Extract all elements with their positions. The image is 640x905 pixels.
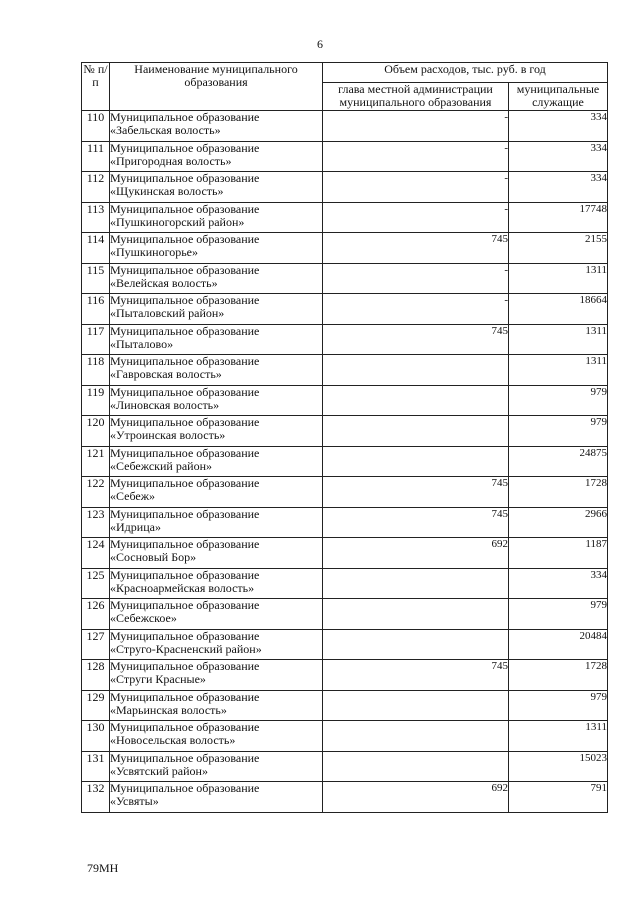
head-expense: 745	[323, 477, 509, 508]
employees-expense: 334	[509, 111, 608, 142]
header-head-of-administration: глава местной администрации муниципального образования	[323, 83, 509, 111]
employees-expense: 2155	[509, 233, 608, 264]
municipality-title: «Себежское»	[110, 611, 177, 625]
head-expense	[323, 690, 509, 721]
head-expense	[323, 721, 509, 752]
head-expense	[323, 385, 509, 416]
employees-expense: 979	[509, 690, 608, 721]
head-expense: 745	[323, 233, 509, 264]
employees-expense: 979	[509, 599, 608, 630]
table-row	[82, 538, 608, 569]
row-number: 119	[82, 385, 110, 416]
municipality-type: Муниципальное образование	[110, 140, 260, 155]
municipality-title: «Пыталовский район»	[110, 306, 225, 320]
municipality-type: Муниципальное образование	[110, 171, 260, 185]
municipality-type: Муниципальное образование	[110, 537, 260, 551]
head-expense: -	[323, 172, 509, 203]
employees-expense: 1311	[509, 263, 608, 294]
head-expense	[323, 629, 509, 660]
row-number: 132	[82, 782, 110, 813]
employees-expense: 2966	[509, 507, 608, 538]
employees-expense: 1728	[509, 477, 608, 508]
head-expense: 745	[323, 507, 509, 538]
employees-expense: 334	[509, 141, 608, 172]
employees-expense: 17748	[509, 202, 608, 233]
municipality-type: Муниципальное образование	[110, 720, 260, 734]
municipality-type: Муниципальное образование	[110, 293, 260, 307]
municipality-name	[110, 416, 323, 447]
municipality-type: Муниципальное образование	[110, 354, 260, 368]
head-expense: -	[323, 202, 509, 233]
municipality-name	[110, 599, 323, 630]
table-row	[82, 629, 608, 660]
municipality-name	[110, 324, 323, 355]
employees-expense: 15023	[509, 751, 608, 782]
head-expense: -	[323, 294, 509, 325]
municipality-title: «Струго-Красненский район»	[110, 641, 262, 656]
municipality-title: «Утроинская волость»	[110, 428, 226, 442]
municipality-name	[110, 263, 323, 294]
header-municipality-name: Наименование муниципального образования	[110, 63, 323, 111]
employees-expense: 979	[509, 385, 608, 416]
municipality-name	[110, 751, 323, 782]
head-expense: -	[323, 141, 509, 172]
head-expense: 745	[323, 660, 509, 691]
municipality-name	[110, 507, 323, 538]
municipality-title: «Новосельская волость»	[110, 733, 236, 747]
table-body	[82, 111, 608, 813]
row-number: 131	[82, 751, 110, 782]
table-row	[82, 690, 608, 721]
head-expense	[323, 568, 509, 599]
municipality-name	[110, 355, 323, 386]
municipality-title: «Себеж»	[110, 489, 156, 503]
municipality-name	[110, 629, 323, 660]
municipality-title: «Усвятский район»	[110, 763, 208, 778]
head-expense	[323, 416, 509, 447]
expenses-table	[81, 62, 608, 813]
row-number: 127	[82, 629, 110, 660]
municipality-name	[110, 111, 323, 142]
employees-expense: 1187	[509, 538, 608, 569]
row-number: 120	[82, 416, 110, 447]
municipality-name	[110, 538, 323, 569]
head-expense: -	[323, 263, 509, 294]
employees-expense: 20484	[509, 629, 608, 660]
row-number: 128	[82, 660, 110, 691]
row-number: 118	[82, 355, 110, 386]
row-number: 114	[82, 233, 110, 264]
municipality-type: Муниципальное образование	[110, 567, 260, 582]
municipality-name	[110, 233, 323, 264]
municipality-title: «Пригородная волость»	[110, 153, 232, 168]
row-number: 113	[82, 202, 110, 233]
row-number: 117	[82, 324, 110, 355]
employees-expense: 334	[509, 568, 608, 599]
row-number: 123	[82, 507, 110, 538]
row-number: 126	[82, 599, 110, 630]
municipality-type: Муниципальное образование	[110, 445, 260, 460]
municipality-title: «Забельская волость»	[110, 123, 221, 137]
municipality-type: Муниципальное образование	[110, 201, 260, 216]
table-row	[82, 355, 608, 386]
municipality-name	[110, 477, 323, 508]
municipality-title: «Пушкиногорье»	[110, 245, 199, 259]
municipality-name	[110, 202, 323, 233]
head-expense: 692	[323, 782, 509, 813]
municipality-type: Муниципальное образование	[110, 750, 260, 765]
employees-expense: 1311	[509, 721, 608, 752]
municipality-title: «Усвяты»	[110, 794, 159, 808]
row-number: 122	[82, 477, 110, 508]
municipality-type: Муниципальное образование	[110, 262, 260, 277]
municipality-name	[110, 782, 323, 813]
municipality-title: «Себежский район»	[110, 458, 212, 473]
table-row	[82, 294, 608, 325]
municipality-type: Муниципальное образование	[110, 415, 260, 429]
employees-expense: 1311	[509, 324, 608, 355]
row-number: 130	[82, 721, 110, 752]
municipality-title: «Велейская волость»	[110, 275, 218, 290]
municipality-type: Муниципальное образование	[110, 384, 260, 399]
municipality-title: «Идрица»	[110, 519, 161, 534]
table-row	[82, 141, 608, 172]
municipality-name	[110, 660, 323, 691]
municipality-type: Муниципальное образование	[110, 110, 260, 124]
table-row	[82, 172, 608, 203]
employees-expense: 18664	[509, 294, 608, 325]
table-row	[82, 111, 608, 142]
municipality-name	[110, 568, 323, 599]
table-row	[82, 721, 608, 752]
municipality-name	[110, 294, 323, 325]
municipality-title: «Пушкиногорский район»	[110, 214, 245, 229]
table-row	[82, 568, 608, 599]
row-number: 124	[82, 538, 110, 569]
table-row	[82, 660, 608, 691]
document-code: 79МН	[87, 861, 119, 875]
header-expense-volume: Объем расходов, тыс. руб. в год	[323, 63, 608, 83]
municipality-type: Муниципальное образование	[110, 598, 260, 612]
row-number: 129	[82, 690, 110, 721]
municipality-type: Муниципальное образование	[110, 476, 260, 490]
table-row	[82, 599, 608, 630]
municipality-title: «Струги Красные»	[110, 672, 206, 686]
municipality-title: «Линовская волость»	[110, 397, 220, 412]
table-row	[82, 385, 608, 416]
table-row	[82, 782, 608, 813]
municipality-name	[110, 690, 323, 721]
row-number: 110	[82, 111, 110, 142]
table-row	[82, 446, 608, 477]
table-row	[82, 507, 608, 538]
municipality-title: «Щукинская волость»	[110, 184, 224, 198]
row-number: 111	[82, 141, 110, 172]
row-number: 115	[82, 263, 110, 294]
municipality-title: «Красноармейская волость»	[110, 580, 255, 595]
employees-expense: 791	[509, 782, 608, 813]
table-row	[82, 324, 608, 355]
municipality-name	[110, 385, 323, 416]
head-expense	[323, 751, 509, 782]
table-row	[82, 416, 608, 447]
municipality-type: Муниципальное образование	[110, 323, 260, 338]
municipality-name	[110, 721, 323, 752]
municipality-title: «Марьинская волость»	[110, 702, 227, 717]
head-expense: -	[323, 111, 509, 142]
municipality-name	[110, 141, 323, 172]
municipality-type: Муниципальное образование	[110, 659, 260, 673]
header-number: № п/п	[82, 63, 110, 111]
employees-expense: 24875	[509, 446, 608, 477]
head-expense: 745	[323, 324, 509, 355]
head-expense	[323, 446, 509, 477]
municipality-title: «Сосновый Бор»	[110, 550, 197, 564]
employees-expense: 1311	[509, 355, 608, 386]
head-expense	[323, 599, 509, 630]
table-row	[82, 477, 608, 508]
head-expense: 692	[323, 538, 509, 569]
head-expense	[323, 355, 509, 386]
municipality-type: Муниципальное образование	[110, 232, 260, 246]
employees-expense: 979	[509, 416, 608, 447]
row-number: 112	[82, 172, 110, 203]
municipality-title: «Гавровская волость»	[110, 367, 222, 381]
row-number: 116	[82, 294, 110, 325]
municipality-type: Муниципальное образование	[110, 628, 260, 643]
employees-expense: 1728	[509, 660, 608, 691]
municipality-type: Муниципальное образование	[110, 506, 260, 521]
header-municipal-employees: муниципальные служащие	[509, 83, 608, 111]
row-number: 121	[82, 446, 110, 477]
municipality-type: Муниципальное образование	[110, 689, 260, 704]
table-row	[82, 233, 608, 264]
page-number: 6	[317, 37, 323, 51]
municipality-type: Муниципальное образование	[110, 781, 260, 795]
employees-expense: 334	[509, 172, 608, 203]
municipality-title: «Пыталово»	[110, 336, 174, 351]
municipality-name	[110, 446, 323, 477]
table-row	[82, 202, 608, 233]
table-row	[82, 263, 608, 294]
municipality-name	[110, 172, 323, 203]
table-row	[82, 751, 608, 782]
row-number: 125	[82, 568, 110, 599]
